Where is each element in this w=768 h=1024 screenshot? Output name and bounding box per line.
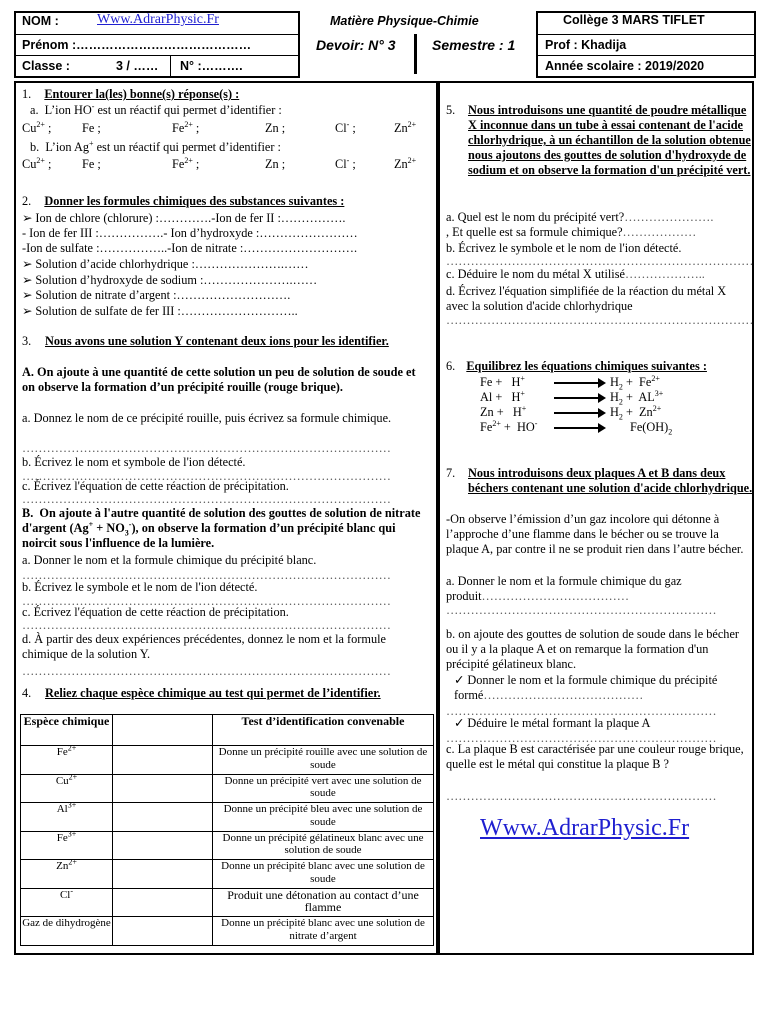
q3-B: B. On ajoute à l'autre quantité de solution des gouttes de solution de nitrate d'argent $(Ag^+ + NO_3^-)$, on observe la formation d’un précipité blanc qui noircit sous l'influence de la lumière. xyxy=(22,506,421,550)
q2-line: -Ion de sulfate :……………..-Ion de nitrate :………………………. xyxy=(22,241,358,255)
q2-line: ➢ Ion de chlore (chlorure) :………….-Ion de fer II :……………. xyxy=(22,211,346,225)
matiere: Matière Physique-Chimie xyxy=(330,14,479,28)
answer-line[interactable]: ……………………………………………………………………………… xyxy=(22,618,391,632)
table-row xyxy=(21,831,434,860)
footer-site-link[interactable]: Www.AdrarPhysic.Fr xyxy=(480,815,690,841)
q2-line: ➢ Solution de sulfate de fer III :……………………….. xyxy=(22,304,298,318)
semestre: Semestre : 1 xyxy=(432,37,516,53)
annee-scolaire: Année scolaire : 2019/2020 xyxy=(545,59,705,73)
test-cell[interactable]: Donne un précipité blanc avec une solution de soude xyxy=(213,860,434,889)
answer-line[interactable]: ……………………………………………………………………………… xyxy=(22,469,391,483)
equations-block[interactable]: Fe + H+ $H_2 + Fe^{2+}$ Al + H+ $H_2 + AL^{3+}$ Zn + H+ $H_2 + Zn^{2+}$ $Fe^{2+} + HO^-$ $Fe(OH)_2$ xyxy=(480,373,673,437)
q7-b1: ✓ Donner le nom et la formule chimique du précipité formé………………………………… xyxy=(454,673,718,702)
answer-line[interactable]: ……………………………………………………………………………… xyxy=(22,441,391,455)
answer-line[interactable]: ………………………………………………………… xyxy=(446,731,717,745)
link-space[interactable] xyxy=(113,917,213,946)
answer-line[interactable]: ………………………………………………………… xyxy=(446,789,717,803)
q5-number: 5. xyxy=(446,103,456,117)
q3-A-c: c. Écrivez l'équation de cette réaction de précipitation. xyxy=(22,479,289,493)
q2-title: Donner les formules chimiques des substances suivantes : xyxy=(44,194,345,208)
col-espece: Espèce chimique xyxy=(21,715,113,746)
q3-B-b: b. Écrivez le symbole et le nom de l'ion détecté. xyxy=(22,580,258,594)
classe-value: 3 / …… xyxy=(116,59,159,73)
q2-number: 2. xyxy=(22,194,32,208)
q1-title: Entourer la(les) bonne(s) réponse(s) : xyxy=(44,87,240,101)
test-cell[interactable]: Donne un précipité blanc avec une solution de nitrate d’argent xyxy=(213,917,434,946)
species-cell[interactable]: $Fe^{3+}$ xyxy=(21,831,113,860)
q4-title: Reliez chaque espèce chimique au test qui permet de l’identifier. xyxy=(45,686,381,700)
table-row xyxy=(21,803,434,832)
q5-a2: , Et quelle est sa formule chimique?……………… xyxy=(446,225,697,239)
table-row xyxy=(21,746,434,775)
classe-label: Classe : xyxy=(22,59,70,73)
matching-table xyxy=(20,714,434,946)
prenom-field: Prénom :…………………………………… xyxy=(22,38,252,52)
answer-line[interactable]: ………………………………………………………… xyxy=(446,704,717,718)
devoir: Devoir: N° 3 xyxy=(316,37,396,53)
answer-line[interactable]: ………………………………………………………………… xyxy=(446,313,754,327)
link-space[interactable] xyxy=(113,803,213,832)
species-cell[interactable]: $Fe^{2+}$ xyxy=(21,746,113,775)
q2-line: ➢ Solution d’hydroxyde de sodium :………………….…… xyxy=(22,273,318,287)
q5-b: b. Écrivez le symbole et le nom de l'ion détecté. xyxy=(446,241,682,255)
answer-line[interactable]: ………………………………………………………… xyxy=(446,603,717,617)
answer-line[interactable]: ……………………………………………………………………………… xyxy=(22,664,391,678)
q7-number: 7. xyxy=(446,466,456,480)
link-space[interactable] xyxy=(113,746,213,775)
college: Collège 3 MARS TIFLET xyxy=(563,13,705,27)
q5-title: Nous introduisons une quantité de poudre métallique X inconnue dans un tube à essai contenant de l'acide chlorhydrique, à un échantillon de la solution obtenue nous ajoutons des gouttes de solution d'hydroxyde de sodium et on observe la formation d'un précipité vert. xyxy=(468,103,751,177)
q6-number: 6. xyxy=(446,359,456,373)
link-space[interactable] xyxy=(113,774,213,803)
q7-b: b. on ajoute des gouttes de solution de soude dans le bécher ou il y a la plaque A et on remarque la formation d'un précipité gélatineux blanc. xyxy=(446,627,740,671)
q5-d: d. Écrivez l'équation simplifiée de la réaction du métal X avec la solution d'acide chlorhydrique xyxy=(446,284,727,313)
prof: Prof : Khadija xyxy=(545,38,627,52)
q3-B-d: d. À partir des deux expériences précédentes, donnez le nom et la formule chimique de la solution Y. xyxy=(22,632,386,661)
q7-c: c. La plaque B est caractérisée par une couleur rouge brique, quelle est le métal qui constitue la plaque B ? xyxy=(446,742,744,771)
test-cell[interactable]: Donne un précipité bleu avec une solution de soude xyxy=(213,803,434,832)
q6-title: Equilibrez les équations chimiques suivantes : xyxy=(466,359,707,373)
q3-A: A. On ajoute à une quantité de cette solution un peu de solution de soude et on observe la formation d’un précipité rouille (rouge brique). xyxy=(22,365,416,394)
q5-c: c. Déduire le nom du métal X utilisé……………….. xyxy=(446,267,705,281)
answer-line[interactable]: ……………………………………………………………………………… xyxy=(22,492,391,506)
species-cell[interactable]: $Zn^{2+}$ xyxy=(21,860,113,889)
col-blank xyxy=(113,715,213,746)
species-cell[interactable]: $Cu^{2+}$ xyxy=(21,774,113,803)
answer-line[interactable]: ………………………………………………………………… xyxy=(446,254,754,268)
q3-A-b: b. Écrivez le nom et symbole de l'ion détecté. xyxy=(22,455,246,469)
answer-line[interactable]: ……………………………………………………………………………… xyxy=(22,594,391,608)
link-space[interactable] xyxy=(113,831,213,860)
q3-A-a: a. Donnez le nom de ce précipité rouille, puis écrivez sa formule chimique. xyxy=(22,411,392,425)
q7-intro: -On observe l’émission d’un gaz incolore qui détonne à l’approche d’une flamme dans le bécher ou se trouve la plaque A, par contre il ne se produit rien dans l’autre bécher. xyxy=(446,512,744,556)
q1-a: a. L’ion HO- est un réactif qui permet d’identifier : xyxy=(30,101,282,117)
column-divider xyxy=(436,81,440,955)
q3-B-c: c. Écrivez l'équation de cette réaction de précipitation. xyxy=(22,605,289,619)
link-space[interactable] xyxy=(113,860,213,889)
q5-a: a. Quel est le nom du précipité vert?…………………. xyxy=(446,210,714,224)
header-site-link[interactable]: Www.AdrarPhysic.Fr xyxy=(97,12,219,27)
answer-line[interactable]: ……………………………………………………………………………… xyxy=(22,568,391,582)
test-cell[interactable]: Donne un précipité vert avec une solution de soude xyxy=(213,774,434,803)
q2-line: ➢ Solution de nitrate d’argent :………………………. xyxy=(22,288,291,302)
q3-B-a: a. Donner le nom et la formule chimique du précipité blanc. xyxy=(22,553,317,567)
nom-label: NOM : xyxy=(22,14,59,28)
test-cell[interactable]: Produit une détonation au contact d’une flamme xyxy=(213,888,434,917)
q3-number: 3. xyxy=(22,334,32,348)
q7-title: Nous introduisons deux plaques A et B dans deux béchers contenant une solution d'acide chlorhydrique. xyxy=(468,466,753,495)
col-test: Test d’identification convenable xyxy=(213,715,434,746)
table-row xyxy=(21,774,434,803)
q3-title: Nous avons une solution Y contenant deux ions pour les identifier. xyxy=(45,334,389,348)
species-cell[interactable]: Gaz de dihydrogène xyxy=(21,917,113,946)
test-cell[interactable]: Donne un précipité gélatineux blanc avec une solution de soude xyxy=(213,831,434,860)
test-cell[interactable]: Donne un précipité rouille avec une solution de soude xyxy=(213,746,434,775)
link-space[interactable] xyxy=(113,888,213,917)
q2-line: - Ion de fer III :…………….- Ion d’hydroxyde :…………………… xyxy=(22,226,358,240)
q7-a: a. Donner le nom et la formule chimique du gaz produit……………………………… xyxy=(446,574,682,603)
table-row xyxy=(21,917,434,946)
species-cell[interactable]: $Al^{3+}$ xyxy=(21,803,113,832)
numero-field: N° :………. xyxy=(180,59,243,73)
table-row xyxy=(21,860,434,889)
species-cell[interactable]: Cl- xyxy=(21,888,113,917)
q2-line: ➢ Solution d’acide chlorhydrique :………………….…… xyxy=(22,257,309,271)
q1-number: 1. xyxy=(22,87,32,101)
q1-b: b. L’ion Ag+ est un réactif qui permet d’identifier : xyxy=(30,138,281,154)
q7-b2: ✓ Déduire le métal formant la plaque A xyxy=(454,716,651,730)
table-row xyxy=(21,888,434,917)
q4-number: 4. xyxy=(22,686,32,700)
